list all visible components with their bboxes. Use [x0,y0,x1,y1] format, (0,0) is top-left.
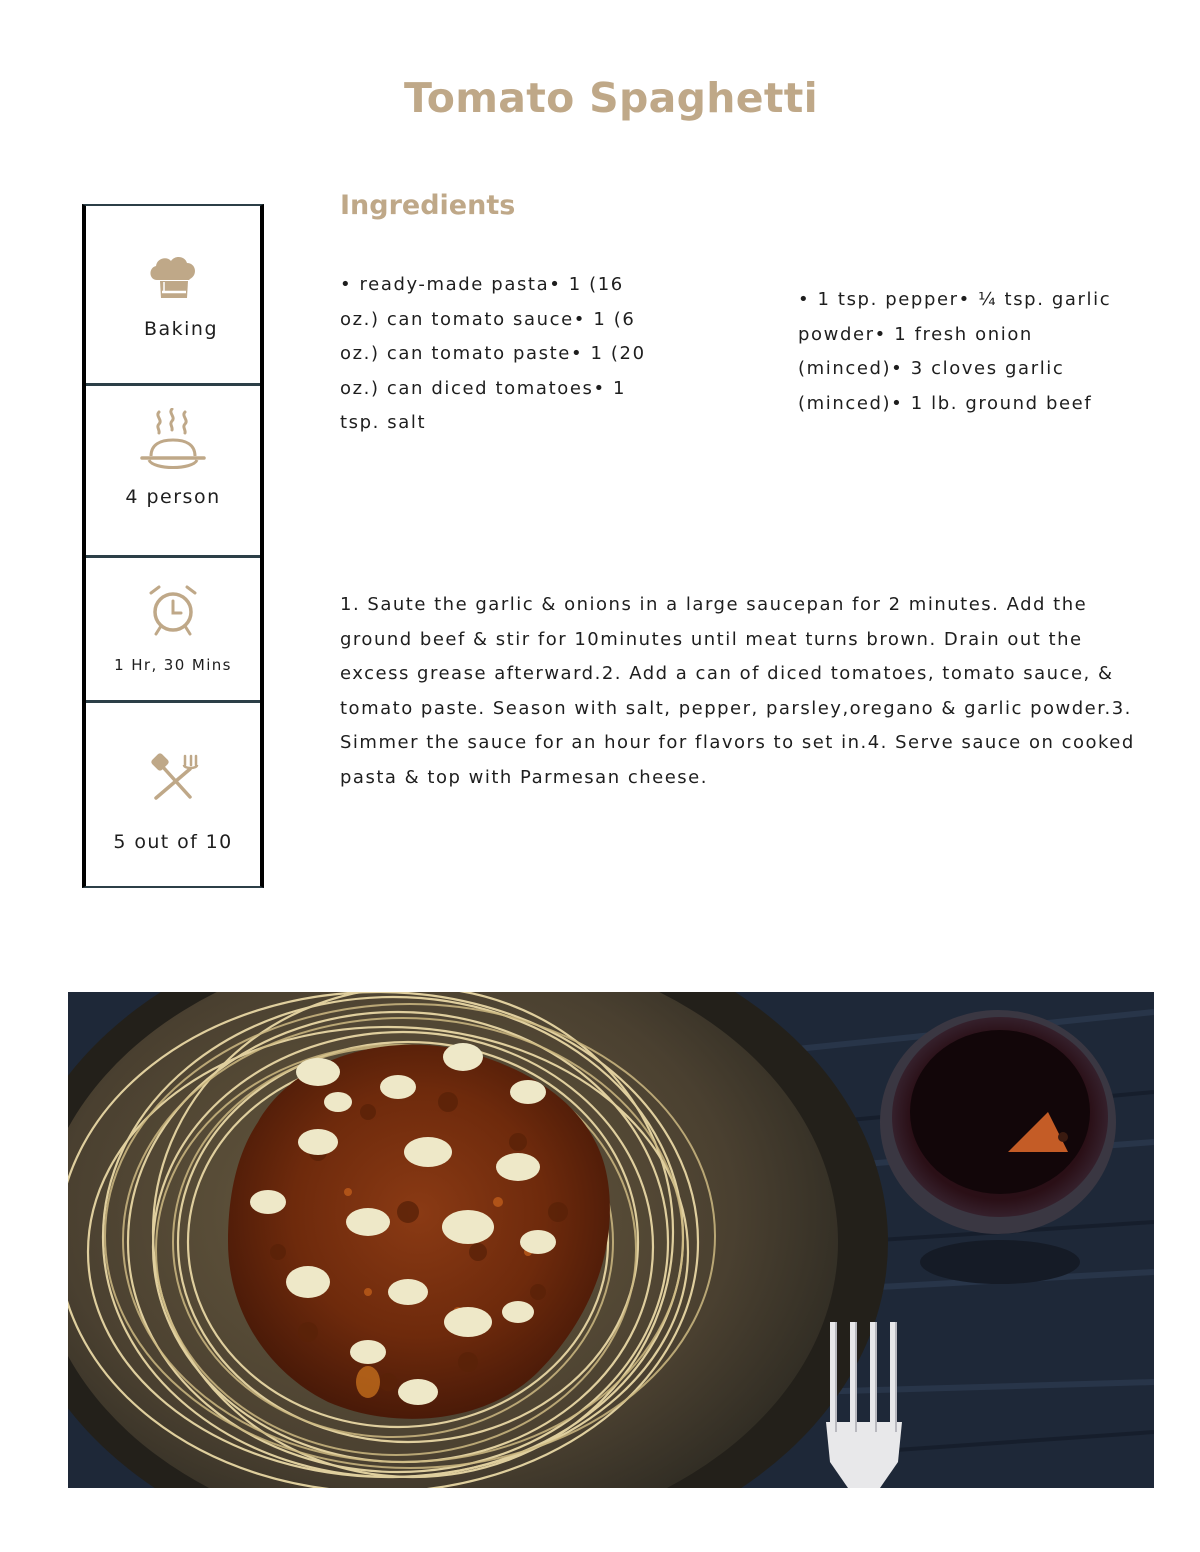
info-label-time: 1 Hr, 30 Mins [114,656,232,674]
info-label-difficulty: 5 out of 10 [113,831,233,853]
ingredients-heading: Ingredients [340,190,516,221]
instructions-text: 1. Saute the garlic & onions in a large saucepan for 2 minutes. Add the ground beef & stir for 10minutes until meat turns brown. Drain out the excess grease afterward.2. Add a can of diced tomatoes, tomato sauce, & tomato paste. Season with salt, pepper, parsley,oregano & garlic powder.3. Simmer the sauce for an hour for flavors to set in.4. Serve sauce on cooked pasta & top with Parmesan cheese. [340,594,1135,788]
recipe-info-panel [82,204,264,888]
ingredients-list-right: • 1 tsp. pepper• ¼ tsp. garlic powder• 1 fresh onion (minced)• 3 cloves garlic (minced)• 1 lb. ground beef [798,289,1112,414]
info-cell-category [86,206,260,386]
recipe-title: Tomato Spaghetti [403,74,819,122]
chef-hat-icon [86,254,260,300]
info-label-category: Baking [143,318,219,340]
info-cell-difficulty [86,703,260,888]
utensils-crossed-icon [86,753,260,801]
ingredients-list-left: • ready-made pasta• 1 (16 oz.) can tomato sauce• 1 (6 oz.) can tomato paste• 1 (20 oz.) can diced tomatoes• 1 tsp. salt [340,274,646,434]
alarm-clock-icon [86,584,260,638]
info-label-servings: 4 person [125,486,221,508]
spaghetti-photo [68,992,1154,1488]
info-cell-servings [86,386,260,558]
info-cell-time [86,558,260,703]
steaming-dish-icon [86,408,260,476]
